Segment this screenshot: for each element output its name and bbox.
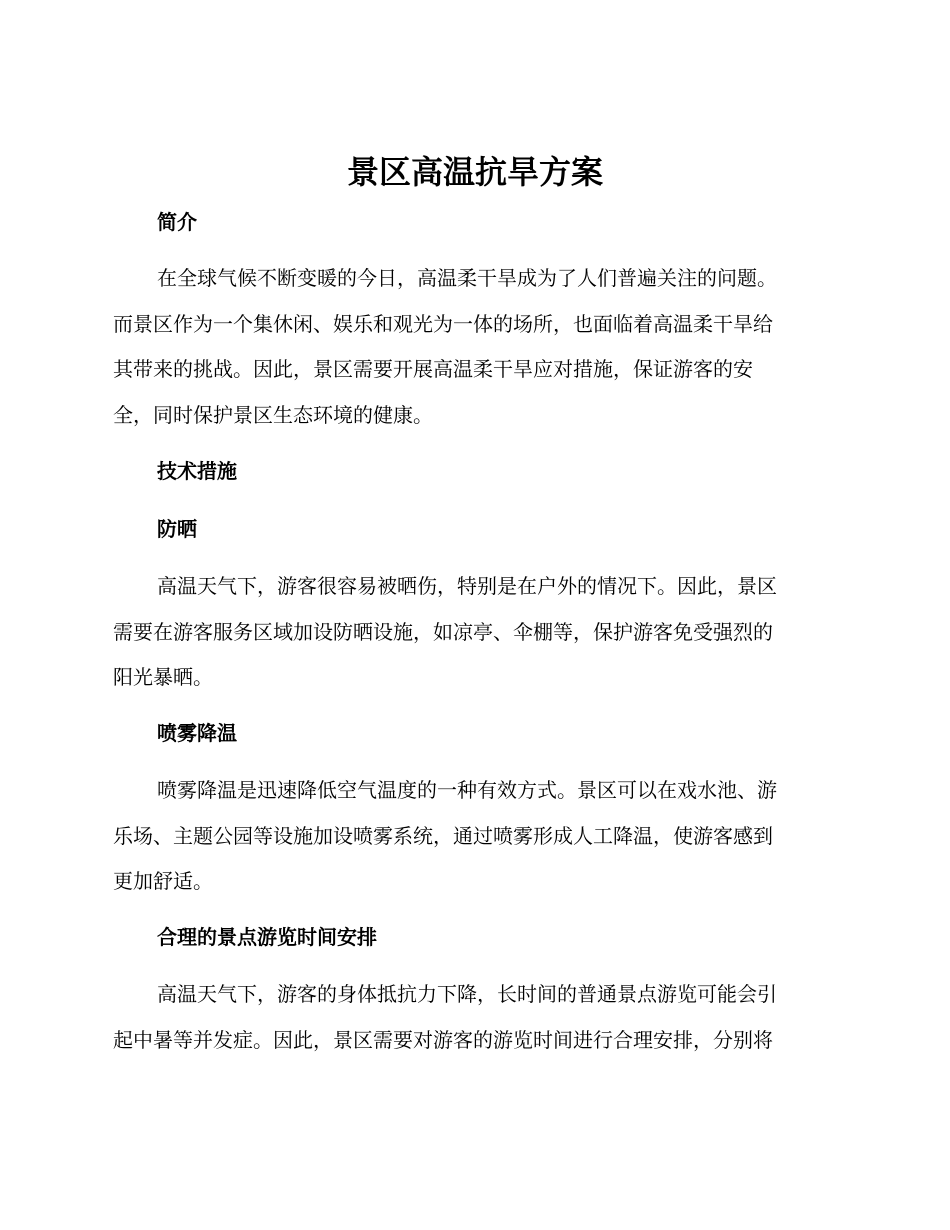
- paragraph-line: 在全球气候不断变暖的今日，高温柔干旱成为了人们普遍关注的问题。: [157, 266, 777, 290]
- section-heading-technical-measures: 技术措施: [157, 459, 237, 483]
- paragraph-line: 喷雾降温是迅速降低空气温度的一种有效方式。景区可以在戏水池、游: [157, 778, 777, 802]
- paragraph-line: 高温天气下，游客的身体抵抗力下降，长时间的普通景点游览可能会引: [157, 982, 777, 1006]
- intro-paragraph: [113, 256, 843, 438]
- section-heading-visit-scheduling: 合理的景点游览时间安排: [157, 925, 377, 949]
- paragraph-line: 高温天气下，游客很容易被晒伤，特别是在户外的情况下。因此，景区: [157, 574, 777, 598]
- section-heading-intro: 简介: [157, 210, 197, 234]
- spray-cooling-paragraph: [113, 768, 843, 905]
- document-title: 景区高温抗旱方案: [346, 153, 603, 191]
- paragraph-line: 阳光暴晒。: [113, 665, 213, 689]
- paragraph-line: 需要在游客服务区域加设防晒设施，如凉亭、伞棚等，保护游客免受强烈的: [113, 619, 773, 644]
- paragraph-line: 其带来的挑战。因此，景区需要开展高温柔干旱应对措施，保证游客的安: [113, 357, 753, 381]
- paragraph-line: 乐场、主题公园等设施加设喷雾系统，通过喷雾形成人工降温，使游客感到: [113, 823, 773, 848]
- visit-scheduling-paragraph: [113, 972, 843, 1063]
- paragraph-line: 全，同时保护景区生态环境的健康。: [113, 402, 433, 427]
- paragraph-line: 更加舒适。: [113, 869, 213, 893]
- sun-protection-paragraph: [113, 564, 843, 701]
- paragraph-line: 起中暑等并发症。因此，景区需要对游客的游览时间进行合理安排，分别将: [113, 1027, 773, 1052]
- section-heading-sun-protection: 防晒: [157, 517, 197, 541]
- section-heading-spray-cooling: 喷雾降温: [157, 721, 237, 745]
- paragraph-line: 而景区作为一个集休闲、娱乐和观光为一体的场所，也面临着高温柔干旱给: [113, 311, 773, 336]
